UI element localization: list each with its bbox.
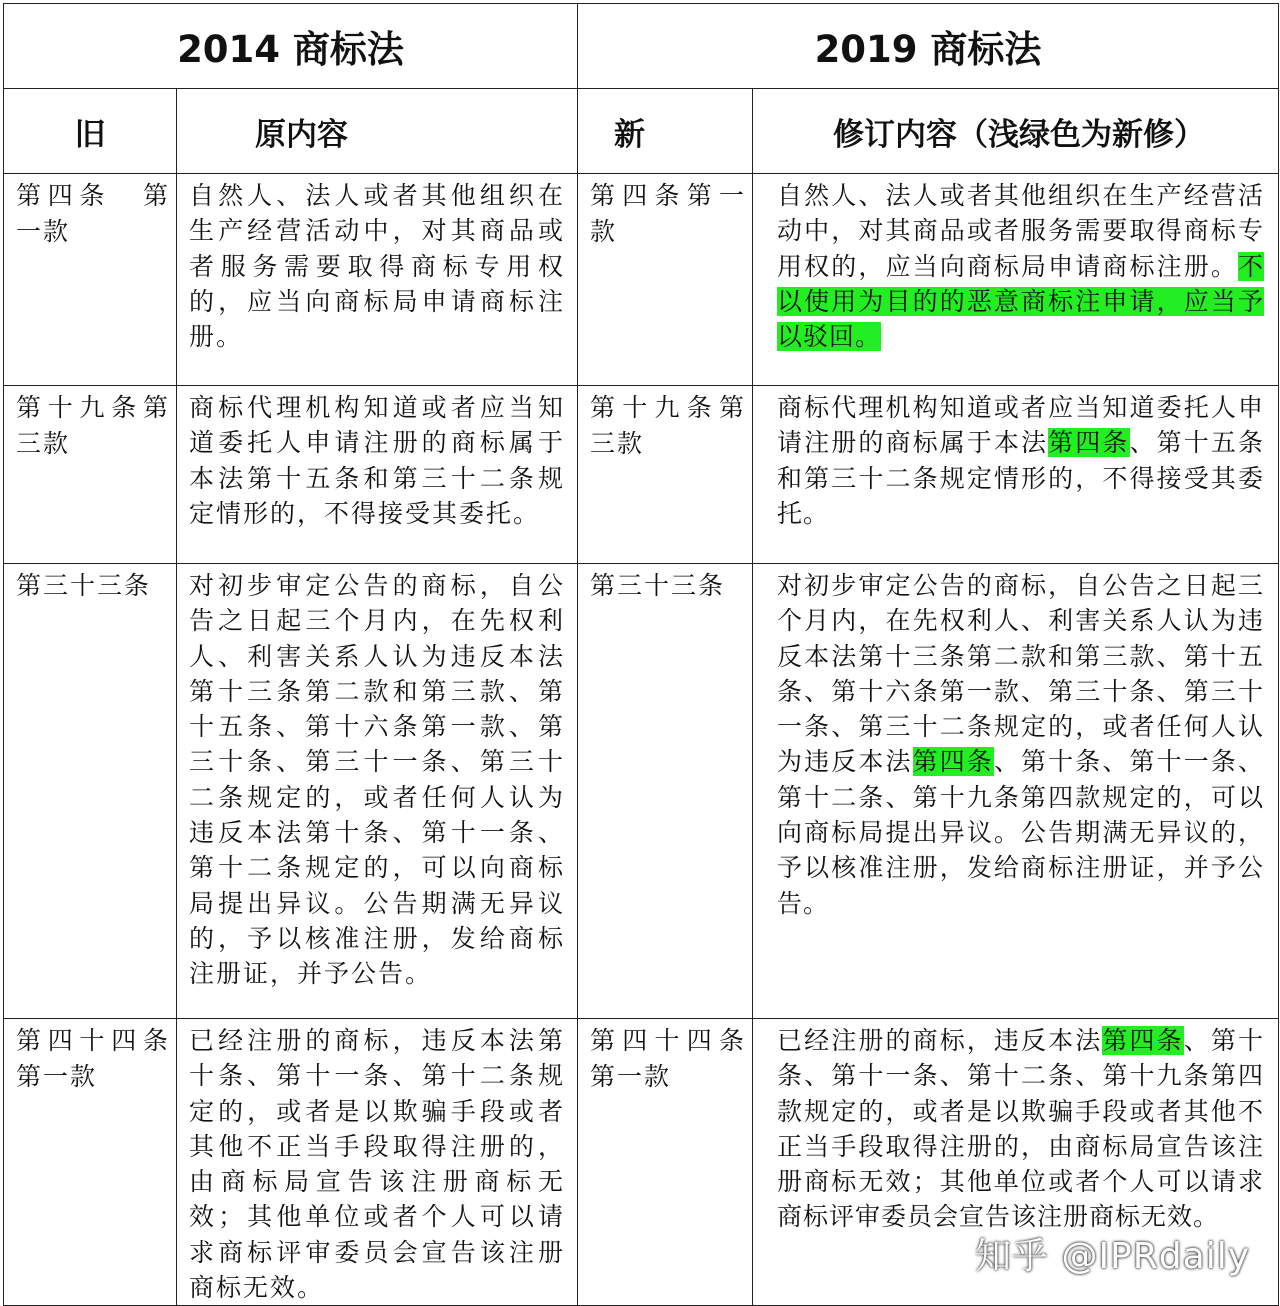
column-header-row bbox=[4, 89, 1279, 174]
old-text: 自然人、法人或者其他组织在生产经营活动中，对其商品或者服务需要取得商标专用权的，应当向商标局申请商标注册。 bbox=[177, 174, 578, 386]
new-text-pre: 自然人、法人或者其他组织在生产经营活动中，对其商品或者服务需要取得商标专用权的，应当向商标局申请商标注册。 bbox=[777, 181, 1264, 281]
right-title: 2019 商标法 bbox=[578, 4, 1279, 89]
col-new-header: 新 bbox=[578, 89, 753, 174]
col-old-header: 旧 bbox=[4, 89, 177, 174]
new-article: 第三十三条 bbox=[578, 564, 753, 1019]
new-text-highlight: 第四条 bbox=[912, 747, 994, 777]
watermark: 知乎 @IPRdaily bbox=[975, 1236, 1251, 1277]
new-text-post: 、第十条、第十一条、第十二条、第十九条第四款规定的，或者是以欺骗手段或者其他不正当手段取得注册的，由商标局宣告该注册商标无效；其他单位或者个人可以请求商标评审委员会宣告该注册商标无效。 bbox=[777, 1026, 1264, 1232]
new-text bbox=[753, 564, 1279, 1019]
old-text: 对初步审定公告的商标，自公告之日起三个月内，在先权利人、利害关系人认为违反本法第十三条第二款和第三款、第十五条、第十六条第一款、第三十条、第三十一条、第三十二条规定的，或者任何人认为违反本法第十条、第十一条、第十二条规定的，可以向商标局提出异议。公告期满无异议的，予以核准注册，发给商标注册证，并予公告。 bbox=[177, 564, 578, 1019]
new-text-pre: 已经注册的商标，违反本法 bbox=[777, 1026, 1103, 1055]
new-text-pre: 商标代理机构知道或者应当知道委托人申请注册的商标属于本法 bbox=[777, 393, 1264, 458]
left-title: 2014 商标法 bbox=[4, 4, 578, 89]
new-article: 第十九条第三款 bbox=[578, 386, 753, 564]
new-text-pre: 对初步审定公告的商标，自公告之日起三个月内，在先权利人、利害关系人认为违反本法第十三条第二款和第三款、第十五条、第十六条第一款、第三十条、第三十一条、第三十二条规定的，或者任何人认为违反本法 bbox=[777, 571, 1264, 777]
old-article: 第三十三条 bbox=[4, 564, 177, 1019]
table-row bbox=[4, 386, 1279, 564]
old-article: 第四条 第一款 bbox=[4, 174, 177, 386]
new-text-highlight: 第四条 bbox=[1048, 428, 1130, 458]
old-text: 商标代理机构知道或者应当知道委托人申请注册的商标属于本法第十五条和第三十二条规定情形的，不得接受其委托。 bbox=[177, 386, 578, 564]
old-article: 第十九条第三款 bbox=[4, 386, 177, 564]
table-row bbox=[4, 564, 1279, 1019]
new-text-post: 、第十条、第十一条、第十二条、第十九条第四款规定的，可以向商标局提出异议。公告期满无异议的，予以核准注册，发给商标注册证，并予公告。 bbox=[777, 747, 1264, 918]
new-text-post: 、第十五条和第三十二条规定情形的，不得接受其委托。 bbox=[777, 428, 1264, 528]
old-text: 已经注册的商标，违反本法第十条、第十一条、第十二条规定的，或者是以欺骗手段或者其他不正当手段取得注册的，由商标局宣告该注册商标无效；其他单位或者个人可以请求商标评审委员会宣告该注册商标无效。 bbox=[177, 1019, 578, 1306]
comparison-table bbox=[3, 3, 1279, 1306]
table-row bbox=[4, 174, 1279, 386]
col-new-content-header: 修订内容（浅绿色为新修） bbox=[753, 89, 1279, 174]
new-article: 第四条第一款 bbox=[578, 174, 753, 386]
old-article: 第四十四条第一款 bbox=[4, 1019, 177, 1306]
new-text bbox=[753, 174, 1279, 386]
new-text bbox=[753, 386, 1279, 564]
new-text-highlight: 不以使用为目的的恶意商标注申请，应当予以驳回。 bbox=[777, 251, 1264, 352]
col-old-content-header: 原内容 bbox=[177, 89, 578, 174]
new-article: 第四十四条第一款 bbox=[578, 1019, 753, 1306]
new-text-highlight: 第四条 bbox=[1102, 1026, 1184, 1055]
title-row bbox=[4, 4, 1279, 89]
